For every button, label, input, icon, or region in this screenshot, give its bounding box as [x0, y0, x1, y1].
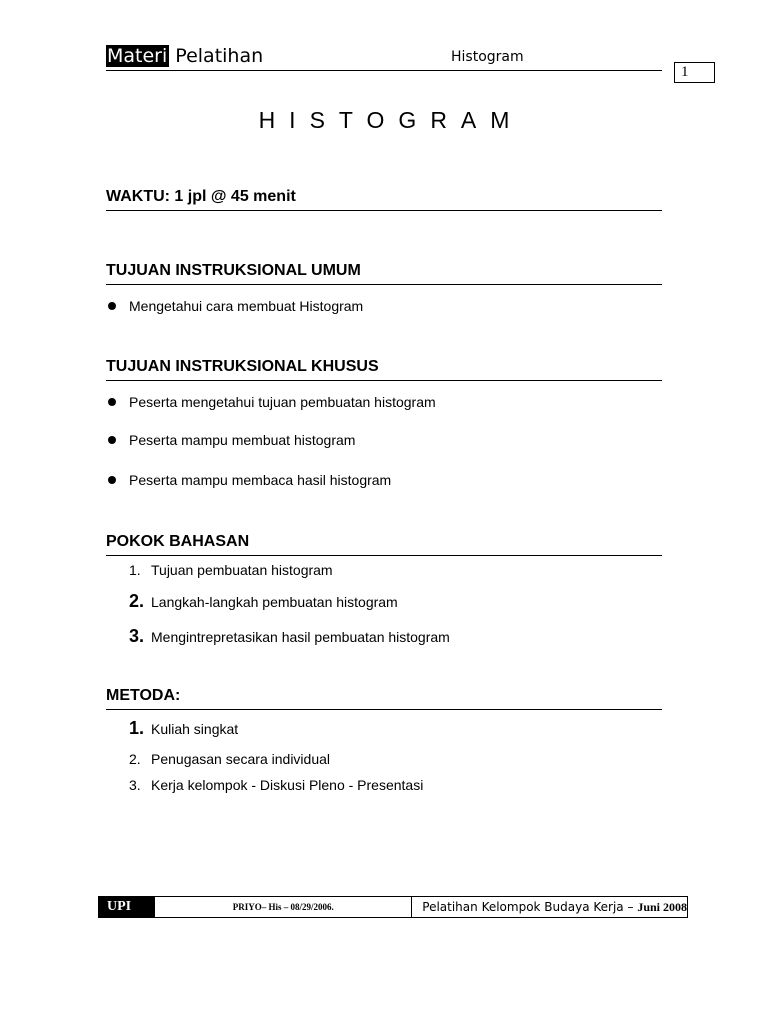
- bullet-icon: [108, 436, 116, 444]
- page-title: HISTOGRAM: [258, 107, 524, 133]
- tiu-item: [106, 298, 363, 314]
- bullet-icon: [108, 302, 116, 310]
- pokok-item-text: Mengintrepretasikan hasil pembuatan histogram: [151, 629, 450, 645]
- tik-item: [106, 394, 436, 410]
- tik-heading: TUJUAN INSTRUKSIONAL KHUSUS: [106, 357, 662, 381]
- metoda-heading: METODA:: [106, 686, 662, 710]
- metoda-item-text: Kerja kelompok - Diskusi Pleno - Presentasi: [151, 777, 424, 793]
- pokok-item: [129, 562, 333, 578]
- header-topic: Histogram: [451, 49, 524, 65]
- metoda-item-number: 3.: [129, 777, 141, 793]
- footer-author-ref: PRIYO– His – 08/29/2006.: [155, 897, 412, 917]
- header-label: [106, 44, 263, 68]
- header-rule: [106, 70, 662, 71]
- footer-date: Juni 2008: [637, 900, 687, 914]
- bullet-icon: [108, 398, 116, 406]
- pokok-item-number: 2.: [129, 591, 145, 611]
- pokok-heading: POKOK BAHASAN: [106, 532, 662, 556]
- metoda-item: [129, 777, 423, 793]
- footer-org: UPI: [99, 897, 155, 917]
- metoda-item-number: 1.: [129, 718, 145, 738]
- tiu-item-text: Mengetahui cara membuat Histogram: [129, 298, 364, 314]
- tik-item: [106, 472, 391, 488]
- metoda-item-text: Kuliah singkat: [151, 721, 239, 737]
- tik-item-text: Peserta mengetahui tujuan pembuatan histogram: [129, 394, 436, 410]
- tiu-heading: TUJUAN INSTRUKSIONAL UMUM: [106, 261, 662, 285]
- metoda-item-text: Penugasan secara individual: [151, 751, 331, 767]
- page-footer: [98, 896, 688, 918]
- waktu-heading: WAKTU: 1 jpl @ 45 menit: [106, 187, 662, 211]
- header-label-rest: Pelatihan: [169, 45, 264, 67]
- pokok-item-text: Langkah-langkah pembuatan histogram: [151, 594, 398, 610]
- pokok-item: [129, 626, 450, 647]
- footer-event: [412, 897, 687, 917]
- metoda-item: [129, 718, 238, 739]
- footer-event-text: Pelatihan Kelompok Budaya Kerja –: [422, 900, 634, 914]
- metoda-item-number: 2.: [129, 751, 141, 767]
- pokok-item-number: 1.: [129, 562, 141, 578]
- pokok-item: [129, 591, 398, 612]
- tik-item-text: Peserta mampu membuat histogram: [129, 432, 356, 448]
- pokok-item-text: Tujuan pembuatan histogram: [151, 562, 333, 578]
- pokok-item-number: 3.: [129, 626, 145, 646]
- page-number-box: 1: [674, 62, 715, 83]
- tik-item: [106, 432, 355, 448]
- header-label-inverted: Materi: [107, 45, 168, 67]
- tik-item-text: Peserta mampu membaca hasil histogram: [129, 472, 392, 488]
- metoda-item: [129, 751, 330, 767]
- bullet-icon: [108, 476, 116, 484]
